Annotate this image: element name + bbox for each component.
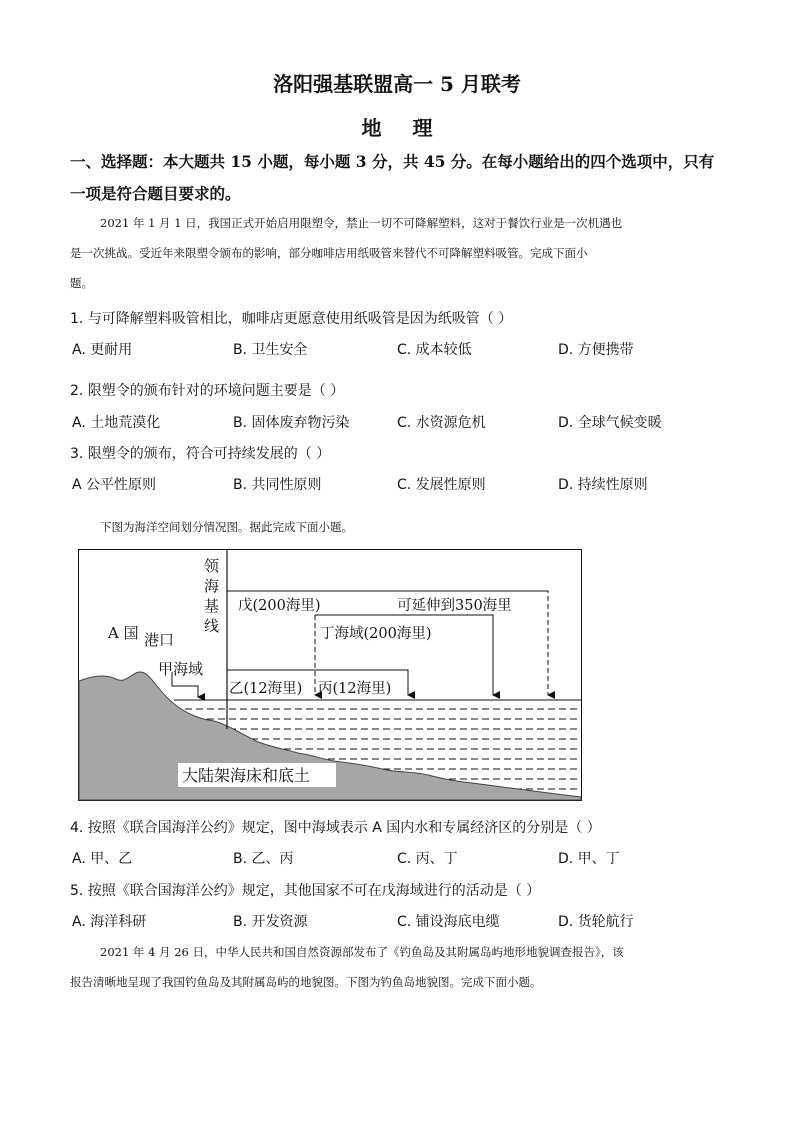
question-5-stem: 5. 按照《联合国海洋公约》规定，其他国家不可在戊海域进行的活动是（ ）: [70, 883, 541, 899]
port-label: 港口: [144, 631, 175, 649]
question-5-option-a: A. 海洋科研: [72, 914, 147, 930]
question-4-option-c: C. 丙、丁: [397, 851, 458, 867]
section-heading-line2: 一项是符合题目要求的。: [70, 184, 241, 203]
question-5-option-b: B. 开发资源: [233, 914, 308, 930]
question-2-option-d: D. 全球气候变暖: [558, 415, 662, 431]
question-5-option-d: D. 货轮航行: [558, 914, 634, 930]
question-3-option-b: B. 共同性原则: [233, 477, 322, 493]
question-1-option-a: A. 更耐用: [72, 342, 133, 358]
intro1-line3: 题。: [70, 276, 93, 290]
question-3-stem: 3. 限塑令的颁布，符合可持续发展的（ ）: [70, 446, 331, 462]
question-1-option-b: B. 卫生安全: [233, 342, 308, 358]
yi-label: 乙(12海里): [229, 681, 303, 697]
question-2-option-c: C. 水资源危机: [397, 415, 486, 431]
exam-title: 洛阳强基联盟高一 5 月联考: [273, 72, 521, 96]
question-5-option-c: C. 铺设海底电缆: [397, 914, 500, 930]
question-2-option-a: A. 土地荒漠化: [72, 415, 161, 431]
question-4-option-d: D. 甲、丁: [558, 851, 620, 867]
baseline-label-char: 线: [204, 617, 220, 635]
question-2-stem: 2. 限塑令的颁布针对的环境问题主要是（ ）: [70, 383, 345, 399]
intro3-line1: 2021 年 4 月 26 日，中华人民共和国自然资源部发布了《钓鱼岛及其附属岛屿地形地貌调查报告》，该: [100, 945, 624, 959]
question-1-stem: 1. 与可降解塑料吸管相比，咖啡店更愿意使用纸吸管是因为纸吸管（ ）: [70, 311, 513, 327]
question-1-option-c: C. 成本较低: [397, 342, 472, 358]
question-3-option-c: C. 发展性原则: [397, 477, 486, 493]
question-4-option-b: B. 乙、丙: [233, 851, 294, 867]
intro3-line2: 报告清晰地呈现了我国钓鱼岛及其附属岛屿的地貌图。下图为钓鱼岛地貌图。完成下面小题。: [70, 975, 542, 989]
baseline-label-char: 海: [204, 577, 220, 595]
ding-sea-label: 丁海域(200海里): [320, 626, 432, 642]
jia-sea-label: 甲海域: [158, 660, 204, 678]
subject-title: 地 理: [361, 116, 445, 140]
extend-350-label: 可延伸到350海里: [397, 598, 512, 614]
section-heading-line1: 一、选择题：本大题共 15 小题，每小题 3 分，共 45 分。在每小题给出的四个选项中，只有: [70, 152, 715, 171]
ocean-zones-diagram: [78, 549, 582, 801]
bing-label: 丙(12海里): [318, 681, 392, 697]
wu-label: 戊(200海里): [238, 598, 321, 614]
intro1-line2: 是一次挑战。受近年来限塑令颁布的影响，部分咖啡店用纸吸管来替代不可降解塑料吸管。完成下面小: [70, 246, 588, 260]
country-a-label: A 国: [108, 624, 139, 642]
continental-shelf-label: 大陆架海床和底土: [182, 766, 311, 785]
intro1-line1: 2021 年 1 月 1 日，我国正式开始启用限塑令，禁止一切不可降解塑料，这对于餐饮行业是一次机遇也: [100, 216, 623, 230]
question-2-option-b: B. 固体废弃物污染: [233, 415, 350, 431]
question-4-stem: 4. 按照《联合国海洋公约》规定，图中海域表示 A 国内水和专属经济区的分别是（ ）: [70, 820, 601, 836]
baseline-label-char: 基: [204, 597, 220, 615]
question-3-option-a: A 公平性原则: [72, 477, 157, 493]
intro2-text: 下图为海洋空间划分情况图。据此完成下面小题。: [100, 520, 353, 534]
question-1-option-d: D. 方便携带: [558, 342, 634, 358]
baseline-label-char: 领: [204, 557, 220, 575]
question-4-option-a: A. 甲、乙: [72, 851, 133, 867]
question-3-option-d: D. 持续性原则: [558, 477, 648, 493]
